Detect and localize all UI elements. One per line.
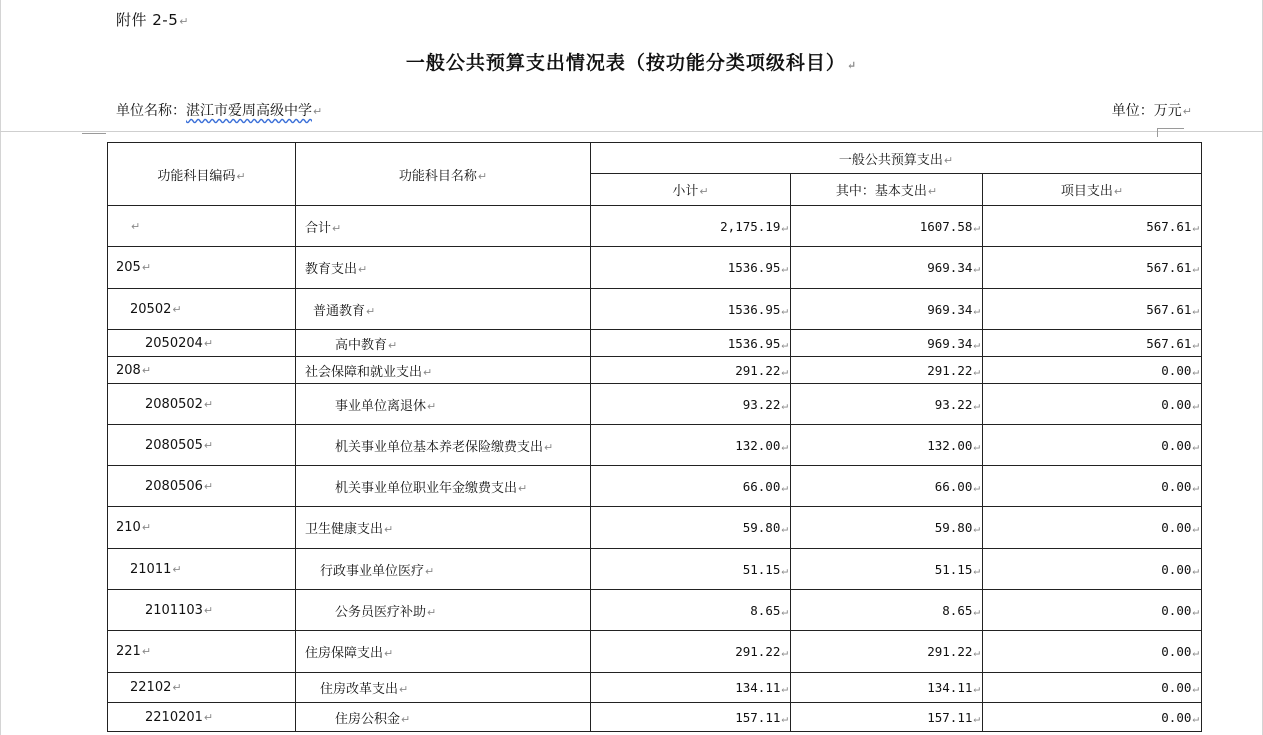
row-code: 22102↵ (108, 673, 296, 703)
row-basic: 291.22↵ (791, 357, 983, 384)
row-name: 高中教育↵ (296, 330, 591, 357)
row-name: 教育支出↵ (296, 247, 591, 289)
row-project: 0.00↵ (983, 703, 1202, 732)
row-name: 机关事业单位基本养老保险缴费支出↵ (296, 425, 591, 466)
row-subtotal: 1536.95↵ (591, 330, 791, 357)
row-basic: 8.65↵ (791, 590, 983, 631)
row-code: 2080505↵ (108, 425, 296, 466)
row-subtotal: 51.15↵ (591, 549, 791, 590)
row-subtotal: 132.00↵ (591, 425, 791, 466)
row-basic: 93.22↵ (791, 384, 983, 425)
row-code: 210↵ (108, 507, 296, 549)
row-basic: 291.22↵ (791, 631, 983, 673)
row-basic: 66.00↵ (791, 466, 983, 507)
row-project: 0.00↵ (983, 357, 1202, 384)
row-name: 住房保障支出↵ (296, 631, 591, 673)
row-project: 0.00↵ (983, 507, 1202, 549)
row-basic: 969.34↵ (791, 289, 983, 330)
row-code: ↵ (108, 206, 296, 247)
row-subtotal: 2,175.19↵ (591, 206, 791, 247)
row-basic: 134.11↵ (791, 673, 983, 703)
expenditure-table (107, 142, 1202, 732)
row-name: 普通教育↵ (296, 289, 591, 330)
row-subtotal: 8.65↵ (591, 590, 791, 631)
page-title: 一般公共预算支出情况表（按功能分类项级科目）↵ (405, 52, 858, 74)
row-name: 公务员医疗补助↵ (296, 590, 591, 631)
table-row (108, 206, 1202, 247)
row-basic: 969.34↵ (791, 247, 983, 289)
row-name: 合计↵ (296, 206, 591, 247)
header-name: 功能科目名称↵ (296, 143, 591, 206)
row-name: 行政事业单位医疗↵ (296, 549, 591, 590)
row-subtotal: 59.80↵ (591, 507, 791, 549)
margin-corner-left (82, 133, 106, 134)
table-row (108, 425, 1202, 466)
table-row (108, 330, 1202, 357)
paragraph-mark-icon: ↵ (1182, 105, 1192, 118)
paragraph-mark-icon: ↵ (846, 59, 858, 72)
attachment-label: 附件 2-5↵ (116, 11, 189, 29)
row-basic: 969.34↵ (791, 330, 983, 357)
row-subtotal: 66.00↵ (591, 466, 791, 507)
row-code: 2101103↵ (108, 590, 296, 631)
unit-name-label: 单位名称： (116, 103, 186, 119)
table-row (108, 289, 1202, 330)
row-subtotal: 291.22↵ (591, 631, 791, 673)
row-project: 0.00↵ (983, 631, 1202, 673)
row-project: 0.00↵ (983, 673, 1202, 703)
table-row (108, 631, 1202, 673)
row-name: 机关事业单位职业年金缴费支出↵ (296, 466, 591, 507)
row-code: 21011↵ (108, 549, 296, 590)
table-row (108, 247, 1202, 289)
table-row (108, 549, 1202, 590)
row-name: 住房公积金↵ (296, 703, 591, 732)
row-subtotal: 1536.95↵ (591, 289, 791, 330)
row-subtotal: 157.11↵ (591, 703, 791, 732)
header-basic: 其中：基本支出↵ (791, 174, 983, 206)
row-code: 2080502↵ (108, 384, 296, 425)
row-subtotal: 1536.95↵ (591, 247, 791, 289)
header-code: 功能科目编码↵ (108, 143, 296, 206)
header-subtotal: 小计↵ (591, 174, 791, 206)
paragraph-mark-icon: ↵ (313, 105, 323, 118)
row-name: 住房改革支出↵ (296, 673, 591, 703)
row-project: 567.61↵ (983, 330, 1202, 357)
row-code: 221↵ (108, 631, 296, 673)
row-basic: 132.00↵ (791, 425, 983, 466)
row-basic: 51.15↵ (791, 549, 983, 590)
row-basic: 1607.58↵ (791, 206, 983, 247)
table-row (108, 357, 1202, 384)
row-name: 卫生健康支出↵ (296, 507, 591, 549)
currency-unit: 单位：万元↵ (1111, 103, 1192, 119)
row-code: 208↵ (108, 357, 296, 384)
row-project: 0.00↵ (983, 384, 1202, 425)
table-row (108, 507, 1202, 549)
header-project: 项目支出↵ (983, 174, 1202, 206)
row-code: 2080506↵ (108, 466, 296, 507)
row-project: 0.00↵ (983, 466, 1202, 507)
row-name: 社会保障和就业支出↵ (296, 357, 591, 384)
table-row (108, 703, 1202, 732)
header-group: 一般公共预算支出↵ (591, 143, 1202, 174)
row-project: 567.61↵ (983, 289, 1202, 330)
table-row (108, 384, 1202, 425)
row-code: 2210201↵ (108, 703, 296, 732)
row-code: 2050204↵ (108, 330, 296, 357)
row-basic: 59.80↵ (791, 507, 983, 549)
row-project: 567.61↵ (983, 206, 1202, 247)
row-code: 205↵ (108, 247, 296, 289)
table-row (108, 590, 1202, 631)
row-code: 20502↵ (108, 289, 296, 330)
row-subtotal: 93.22↵ (591, 384, 791, 425)
paragraph-mark-icon: ↵ (179, 15, 189, 28)
row-project: 567.61↵ (983, 247, 1202, 289)
unit-name-value: 湛江市爱周高级中学 (186, 103, 312, 119)
row-project: 0.00↵ (983, 549, 1202, 590)
page-edge-left (0, 0, 1, 735)
row-name: 事业单位离退休↵ (296, 384, 591, 425)
row-basic: 157.11↵ (791, 703, 983, 732)
margin-corner-right (1157, 128, 1184, 137)
header-separator (0, 131, 1263, 132)
unit-name-line (116, 100, 322, 120)
row-project: 0.00↵ (983, 425, 1202, 466)
row-subtotal: 291.22↵ (591, 357, 791, 384)
table-row (108, 466, 1202, 507)
row-subtotal: 134.11↵ (591, 673, 791, 703)
row-project: 0.00↵ (983, 590, 1202, 631)
table-row (108, 673, 1202, 703)
